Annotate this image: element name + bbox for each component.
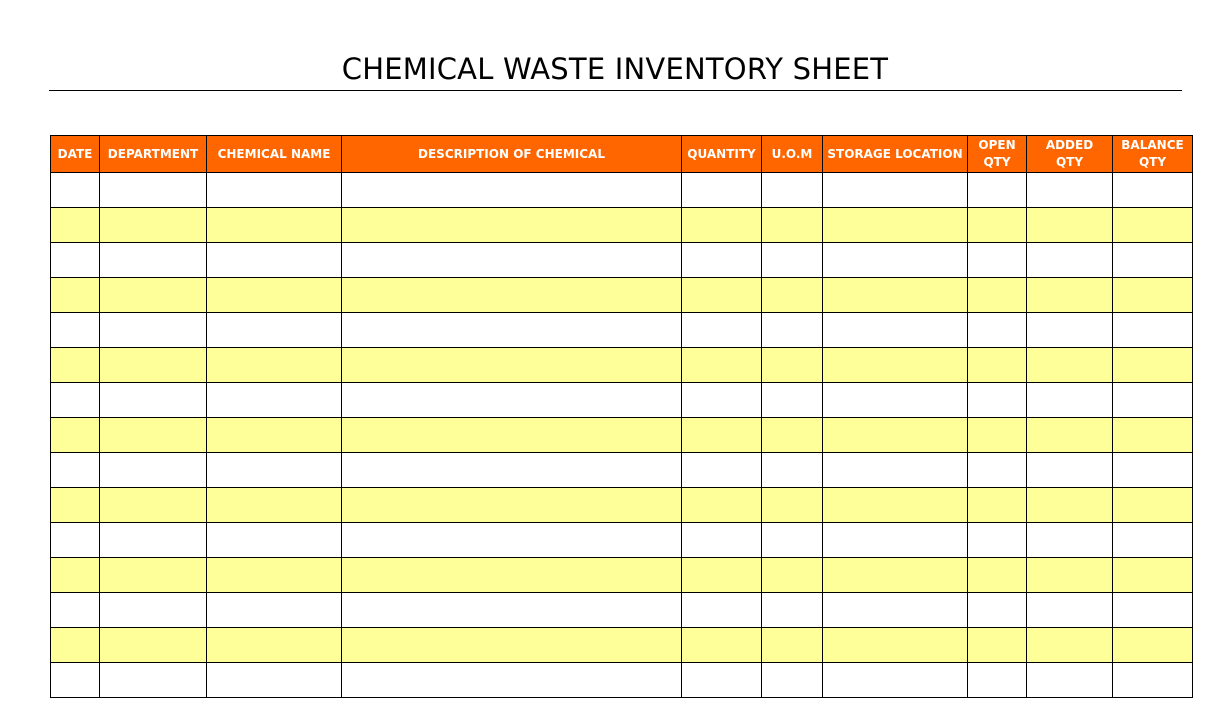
cell-added-qty[interactable]: [1027, 313, 1113, 348]
table-row: [51, 558, 1193, 593]
cell-added-qty[interactable]: [1027, 208, 1113, 243]
cell-added-qty[interactable]: [1027, 383, 1113, 418]
cell-description[interactable]: [342, 243, 682, 278]
cell-department[interactable]: [100, 278, 207, 313]
cell-quantity[interactable]: [682, 628, 762, 663]
col-header-description: DESCRIPTION OF CHEMICAL: [342, 136, 682, 173]
table-row: [51, 313, 1193, 348]
cell-added-qty[interactable]: [1027, 453, 1113, 488]
table-row: [51, 488, 1193, 523]
inventory-table: [50, 135, 1193, 698]
cell-uom[interactable]: [762, 558, 823, 593]
col-header-date: DATE: [51, 136, 100, 173]
cell-uom[interactable]: [762, 278, 823, 313]
sheet-title: CHEMICAL WASTE INVENTORY SHEET: [341, 52, 889, 86]
col-header-balance-qty-line1: BALANCE: [1121, 138, 1184, 152]
cell-description[interactable]: [342, 488, 682, 523]
cell-open-qty[interactable]: [968, 488, 1027, 523]
cell-added-qty[interactable]: [1027, 278, 1113, 313]
cell-description[interactable]: [342, 173, 682, 208]
cell-date[interactable]: [51, 488, 100, 523]
cell-balance-qty[interactable]: [1113, 628, 1193, 663]
cell-storage-location[interactable]: [823, 488, 968, 523]
table-row: [51, 348, 1193, 383]
cell-balance-qty[interactable]: [1113, 488, 1193, 523]
cell-chemical-name[interactable]: [207, 453, 342, 488]
cell-storage-location[interactable]: [823, 558, 968, 593]
cell-added-qty[interactable]: [1027, 628, 1113, 663]
col-header-open-qty: [968, 136, 1027, 173]
cell-storage-location[interactable]: [823, 383, 968, 418]
cell-quantity[interactable]: [682, 453, 762, 488]
cell-department[interactable]: [100, 523, 207, 558]
cell-description[interactable]: [342, 278, 682, 313]
header-row: [51, 136, 1193, 173]
cell-balance-qty[interactable]: [1113, 313, 1193, 348]
cell-department[interactable]: [100, 663, 207, 698]
cell-department[interactable]: [100, 418, 207, 453]
cell-uom[interactable]: [762, 348, 823, 383]
cell-uom[interactable]: [762, 593, 823, 628]
cell-uom[interactable]: [762, 208, 823, 243]
cell-description[interactable]: [342, 558, 682, 593]
cell-balance-qty[interactable]: [1113, 348, 1193, 383]
cell-chemical-name[interactable]: [207, 593, 342, 628]
cell-date[interactable]: [51, 208, 100, 243]
cell-added-qty[interactable]: [1027, 243, 1113, 278]
col-header-open-qty-line2: QTY: [983, 155, 1011, 169]
cell-open-qty[interactable]: [968, 418, 1027, 453]
cell-open-qty[interactable]: [968, 383, 1027, 418]
cell-balance-qty[interactable]: [1113, 523, 1193, 558]
cell-quantity[interactable]: [682, 488, 762, 523]
table-row: [51, 243, 1193, 278]
cell-uom[interactable]: [762, 243, 823, 278]
table-row: [51, 418, 1193, 453]
cell-open-qty[interactable]: [968, 558, 1027, 593]
title-underline: [49, 90, 1182, 91]
cell-uom[interactable]: [762, 313, 823, 348]
cell-quantity[interactable]: [682, 663, 762, 698]
cell-department[interactable]: [100, 313, 207, 348]
cell-chemical-name[interactable]: [207, 278, 342, 313]
cell-chemical-name[interactable]: [207, 383, 342, 418]
cell-quantity[interactable]: [682, 313, 762, 348]
cell-chemical-name[interactable]: [207, 418, 342, 453]
cell-balance-qty[interactable]: [1113, 418, 1193, 453]
cell-balance-qty[interactable]: [1113, 208, 1193, 243]
cell-description[interactable]: [342, 628, 682, 663]
cell-quantity[interactable]: [682, 348, 762, 383]
cell-date[interactable]: [51, 628, 100, 663]
cell-chemical-name[interactable]: [207, 208, 342, 243]
cell-storage-location[interactable]: [823, 523, 968, 558]
cell-open-qty[interactable]: [968, 278, 1027, 313]
cell-storage-location[interactable]: [823, 453, 968, 488]
cell-storage-location[interactable]: [823, 593, 968, 628]
cell-added-qty[interactable]: [1027, 173, 1113, 208]
cell-date[interactable]: [51, 453, 100, 488]
col-header-uom: U.O.M: [762, 136, 823, 173]
cell-balance-qty[interactable]: [1113, 593, 1193, 628]
table-row: [51, 628, 1193, 663]
cell-open-qty[interactable]: [968, 243, 1027, 278]
col-header-storage-location: STORAGE LOCATION: [823, 136, 968, 173]
cell-description[interactable]: [342, 523, 682, 558]
cell-department[interactable]: [100, 173, 207, 208]
cell-chemical-name[interactable]: [207, 243, 342, 278]
cell-open-qty[interactable]: [968, 348, 1027, 383]
cell-added-qty[interactable]: [1027, 593, 1113, 628]
cell-quantity[interactable]: [682, 243, 762, 278]
cell-uom[interactable]: [762, 628, 823, 663]
cell-storage-location[interactable]: [823, 663, 968, 698]
cell-storage-location[interactable]: [823, 628, 968, 663]
cell-quantity[interactable]: [682, 383, 762, 418]
cell-balance-qty[interactable]: [1113, 453, 1193, 488]
cell-uom[interactable]: [762, 383, 823, 418]
cell-department[interactable]: [100, 593, 207, 628]
table-row: [51, 523, 1193, 558]
cell-quantity[interactable]: [682, 593, 762, 628]
cell-added-qty[interactable]: [1027, 663, 1113, 698]
cell-open-qty[interactable]: [968, 593, 1027, 628]
cell-date[interactable]: [51, 278, 100, 313]
cell-storage-location[interactable]: [823, 208, 968, 243]
cell-chemical-name[interactable]: [207, 348, 342, 383]
cell-date[interactable]: [51, 523, 100, 558]
cell-description[interactable]: [342, 593, 682, 628]
col-header-quantity: QUANTITY: [682, 136, 762, 173]
cell-date[interactable]: [51, 593, 100, 628]
cell-uom[interactable]: [762, 488, 823, 523]
table-body: [51, 173, 1193, 698]
cell-balance-qty[interactable]: [1113, 243, 1193, 278]
cell-date[interactable]: [51, 348, 100, 383]
cell-department[interactable]: [100, 208, 207, 243]
cell-balance-qty[interactable]: [1113, 383, 1193, 418]
cell-open-qty[interactable]: [968, 313, 1027, 348]
cell-department[interactable]: [100, 243, 207, 278]
cell-added-qty[interactable]: [1027, 523, 1113, 558]
col-header-added-qty-line2: QTY: [1055, 155, 1084, 169]
cell-department[interactable]: [100, 348, 207, 383]
cell-balance-qty[interactable]: [1113, 173, 1193, 208]
cell-quantity[interactable]: [682, 523, 762, 558]
table-row: [51, 173, 1193, 208]
cell-chemical-name[interactable]: [207, 628, 342, 663]
cell-quantity[interactable]: [682, 558, 762, 593]
col-header-open-qty-line1: OPEN: [978, 138, 1016, 152]
cell-date[interactable]: [51, 558, 100, 593]
cell-quantity[interactable]: [682, 173, 762, 208]
cell-description[interactable]: [342, 663, 682, 698]
col-header-chemical-name: CHEMICAL NAME: [207, 136, 342, 173]
cell-description[interactable]: [342, 453, 682, 488]
col-header-balance-qty-line2: QTY: [1138, 155, 1167, 169]
cell-storage-location[interactable]: [823, 418, 968, 453]
cell-date[interactable]: [51, 418, 100, 453]
cell-open-qty[interactable]: [968, 208, 1027, 243]
cell-open-qty[interactable]: [968, 173, 1027, 208]
col-header-balance-qty: [1113, 136, 1193, 173]
cell-balance-qty[interactable]: [1113, 558, 1193, 593]
col-header-added-qty: [1027, 136, 1113, 173]
cell-balance-qty[interactable]: [1113, 663, 1193, 698]
col-header-department: DEPARTMENT: [100, 136, 207, 173]
cell-chemical-name[interactable]: [207, 663, 342, 698]
table-row: [51, 208, 1193, 243]
cell-uom[interactable]: [762, 523, 823, 558]
cell-added-qty[interactable]: [1027, 418, 1113, 453]
cell-added-qty[interactable]: [1027, 348, 1113, 383]
cell-date[interactable]: [51, 243, 100, 278]
cell-quantity[interactable]: [682, 278, 762, 313]
cell-added-qty[interactable]: [1027, 558, 1113, 593]
cell-chemical-name[interactable]: [207, 523, 342, 558]
cell-department[interactable]: [100, 488, 207, 523]
cell-quantity[interactable]: [682, 208, 762, 243]
cell-description[interactable]: [342, 208, 682, 243]
cell-uom[interactable]: [762, 173, 823, 208]
cell-uom[interactable]: [762, 663, 823, 698]
cell-balance-qty[interactable]: [1113, 278, 1193, 313]
cell-description[interactable]: [342, 383, 682, 418]
cell-quantity[interactable]: [682, 418, 762, 453]
cell-storage-location[interactable]: [823, 173, 968, 208]
cell-uom[interactable]: [762, 453, 823, 488]
table-row: [51, 383, 1193, 418]
cell-date[interactable]: [51, 383, 100, 418]
table-row: [51, 453, 1193, 488]
cell-open-qty[interactable]: [968, 628, 1027, 663]
cell-date[interactable]: [51, 663, 100, 698]
cell-date[interactable]: [51, 313, 100, 348]
table-row: [51, 593, 1193, 628]
cell-description[interactable]: [342, 418, 682, 453]
cell-department[interactable]: [100, 453, 207, 488]
cell-added-qty[interactable]: [1027, 488, 1113, 523]
cell-storage-location[interactable]: [823, 348, 968, 383]
cell-chemical-name[interactable]: [207, 173, 342, 208]
cell-department[interactable]: [100, 628, 207, 663]
cell-department[interactable]: [100, 383, 207, 418]
cell-chemical-name[interactable]: [207, 558, 342, 593]
cell-department[interactable]: [100, 558, 207, 593]
cell-storage-location[interactable]: [823, 313, 968, 348]
cell-open-qty[interactable]: [968, 663, 1027, 698]
col-header-added-qty-line1: ADDED: [1045, 138, 1094, 152]
cell-storage-location[interactable]: [823, 278, 968, 313]
cell-open-qty[interactable]: [968, 453, 1027, 488]
cell-description[interactable]: [342, 348, 682, 383]
cell-uom[interactable]: [762, 418, 823, 453]
table-row: [51, 663, 1193, 698]
cell-description[interactable]: [342, 313, 682, 348]
cell-chemical-name[interactable]: [207, 313, 342, 348]
cell-storage-location[interactable]: [823, 243, 968, 278]
cell-date[interactable]: [51, 173, 100, 208]
table-row: [51, 278, 1193, 313]
cell-chemical-name[interactable]: [207, 488, 342, 523]
cell-open-qty[interactable]: [968, 523, 1027, 558]
